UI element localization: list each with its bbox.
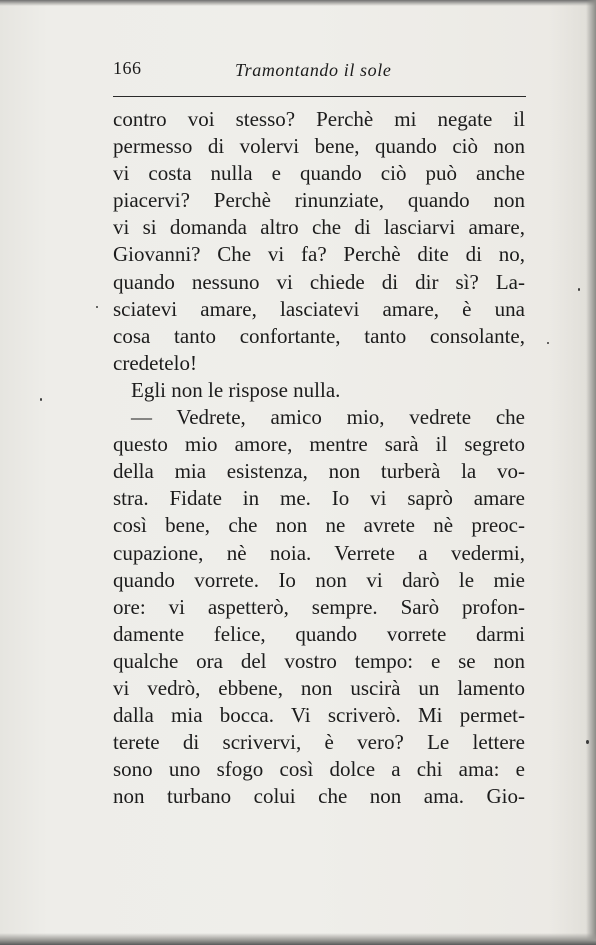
scan-bottom-edge <box>0 933 596 945</box>
text-line: damente felice, quando vorrete darmi <box>113 621 525 646</box>
scan-speck <box>578 288 580 291</box>
text-line: vi vedrò, ebbene, non uscirà un lamento <box>113 675 525 700</box>
text-line: permesso di volervi bene, quando ciò non <box>113 134 525 159</box>
text-line: terete di scrivervi, è vero? Le lettere <box>113 730 525 755</box>
text-line: della mia esistenza, non turberà la vo- <box>113 459 525 484</box>
text-line: sciatevi amare, lasciatevi amare, è una <box>113 296 525 321</box>
text-line: non turbano colui che non ama. Gio- <box>113 784 525 809</box>
scan-top-edge <box>0 0 596 6</box>
text-line: Giovanni? Che vi fa? Perchè dite di no, <box>113 242 525 267</box>
text-line: dalla mia bocca. Vi scriverò. Mi permet- <box>113 703 525 728</box>
text-line: piacervi? Perchè rinunziate, quando non <box>113 188 525 213</box>
scan-speck <box>40 398 42 401</box>
text-line: stra. Fidate in me. Io vi saprò amare <box>113 486 525 511</box>
header-rule <box>113 96 526 97</box>
text-line: cosa tanto confortante, tanto consolante, <box>113 323 525 348</box>
body-text <box>113 106 525 810</box>
text-line: cupazione, nè noia. Verrete a vedermi, <box>113 540 525 565</box>
scan-speck <box>586 740 589 744</box>
text-line: sono uno sfogo così dolce a chi ama: e <box>113 757 525 782</box>
page-number: 166 <box>113 58 142 78</box>
text-line: così bene, che non ne avrete nè preoc- <box>113 513 525 538</box>
text-line: credetelo! <box>113 350 197 375</box>
text-line: quando nessuno vi chiede di dir sì? La- <box>113 269 525 294</box>
text-line: questo mio amore, mentre sarà il segreto <box>113 432 525 457</box>
scan-speck <box>547 342 549 344</box>
text-line: quando vorrete. Io non vi darò le mie <box>113 567 525 592</box>
text-line: — Vedrete, amico mio, vedrete che <box>131 405 525 430</box>
text-line: Egli non le rispose nulla. <box>131 377 341 402</box>
running-title: Tramontando il sole <box>235 60 392 80</box>
scan-speck <box>96 306 98 308</box>
scan-right-edge <box>586 0 596 945</box>
text-line: ore: vi aspetterò, sempre. Sarò profon- <box>113 594 525 619</box>
text-line: vi si domanda altro che di lasciarvi amare, <box>113 215 525 240</box>
text-line: qualche ora del vostro tempo: e se non <box>113 648 525 673</box>
text-line: contro voi stesso? Perchè mi negate il <box>113 107 525 131</box>
page-header <box>113 58 526 84</box>
text-line: vi costa nulla e quando ciò può anche <box>113 161 525 186</box>
